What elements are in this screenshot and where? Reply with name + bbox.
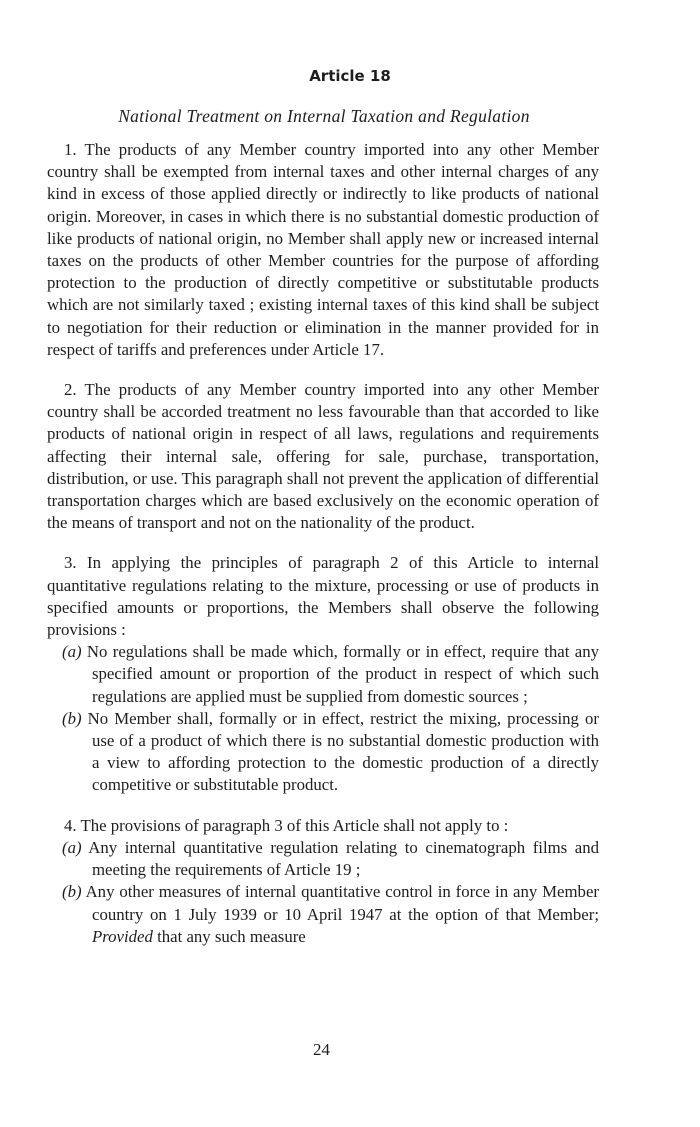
item-text: No Member shall, formally or in effect, restrict the mixing, processing or use of a product of which there is no substantial domestic production with a view to affording protection to the domestic production of a directly competitive or substitutable product. <box>87 708 599 795</box>
paragraph-3a <box>47 641 599 708</box>
provided-keyword: Provided <box>92 926 153 946</box>
paragraph-1: 1. The products of any Member country imported into any other Member country shall be exempted from internal taxes and other internal charges of any kind in excess of those applied directly or indirectly to like products of national origin. Moreover, in cases in which there is no substantial domestic production of like products of national origin, no Member shall apply new or increased internal taxes on the products of other Member countries for the purpose of affording protection to the production of directly competitive or substitutable products which are not similarly taxed ; existing internal taxes of this kind shall be subject to negotiation for their reduction or elimination in the manner provided for in respect of tariffs and preferences under Article 17. <box>47 140 599 359</box>
item-label: (b) <box>62 708 82 728</box>
paragraph-4b <box>47 881 599 948</box>
paragraph-3: 3. In applying the principles of paragraph 2 of this Article to internal quantitative regulations relating to the mixture, processing or use of products in specified amounts or proportions, the Members shall observe the following provisions : <box>47 553 599 640</box>
item-label: (a) <box>62 642 82 662</box>
item-text: Any internal quantitative regulation relating to cinematograph films and meeting the requirements of Article 19 ; <box>88 837 599 880</box>
paragraph-4a <box>47 837 599 881</box>
article-subtitle: National Treatment on Internal Taxation and Regulation <box>118 106 530 126</box>
item-text-continued: that any such measure <box>157 926 306 946</box>
item-text: No regulations shall be made which, formally or in effect, require that any specified amount or proportion of the product in respect of which such regulations are applied must be supplied from domestic sources ; <box>86 642 599 706</box>
article-body <box>47 139 599 948</box>
article-title: Article 18 <box>309 67 391 85</box>
page-number: 24 <box>313 1040 330 1059</box>
item-text: Any other measures of internal quantitative control in force in any Member country on 1 July 1939 or 10 April 1947 at the option of that Member; <box>85 882 599 924</box>
paragraph-2: 2. The products of any Member country imported into any other Member country shall be accorded treatment no less favourable than that accorded to like products of national origin in respect of all laws, regulations and requirements affecting their internal sale, offering for sale, purchase, transportation, distribution, or use. This paragraph shall not prevent the application of differential transportation charges which are based exclusively on the economic operation of the means of transport and not on the nationality of the product. <box>47 380 599 533</box>
item-label: (a) <box>62 837 82 857</box>
item-label: (b) <box>62 882 82 902</box>
paragraph-3b <box>47 708 599 797</box>
paragraph-4: 4. The provisions of paragraph 3 of this Article shall not apply to : <box>64 815 509 835</box>
